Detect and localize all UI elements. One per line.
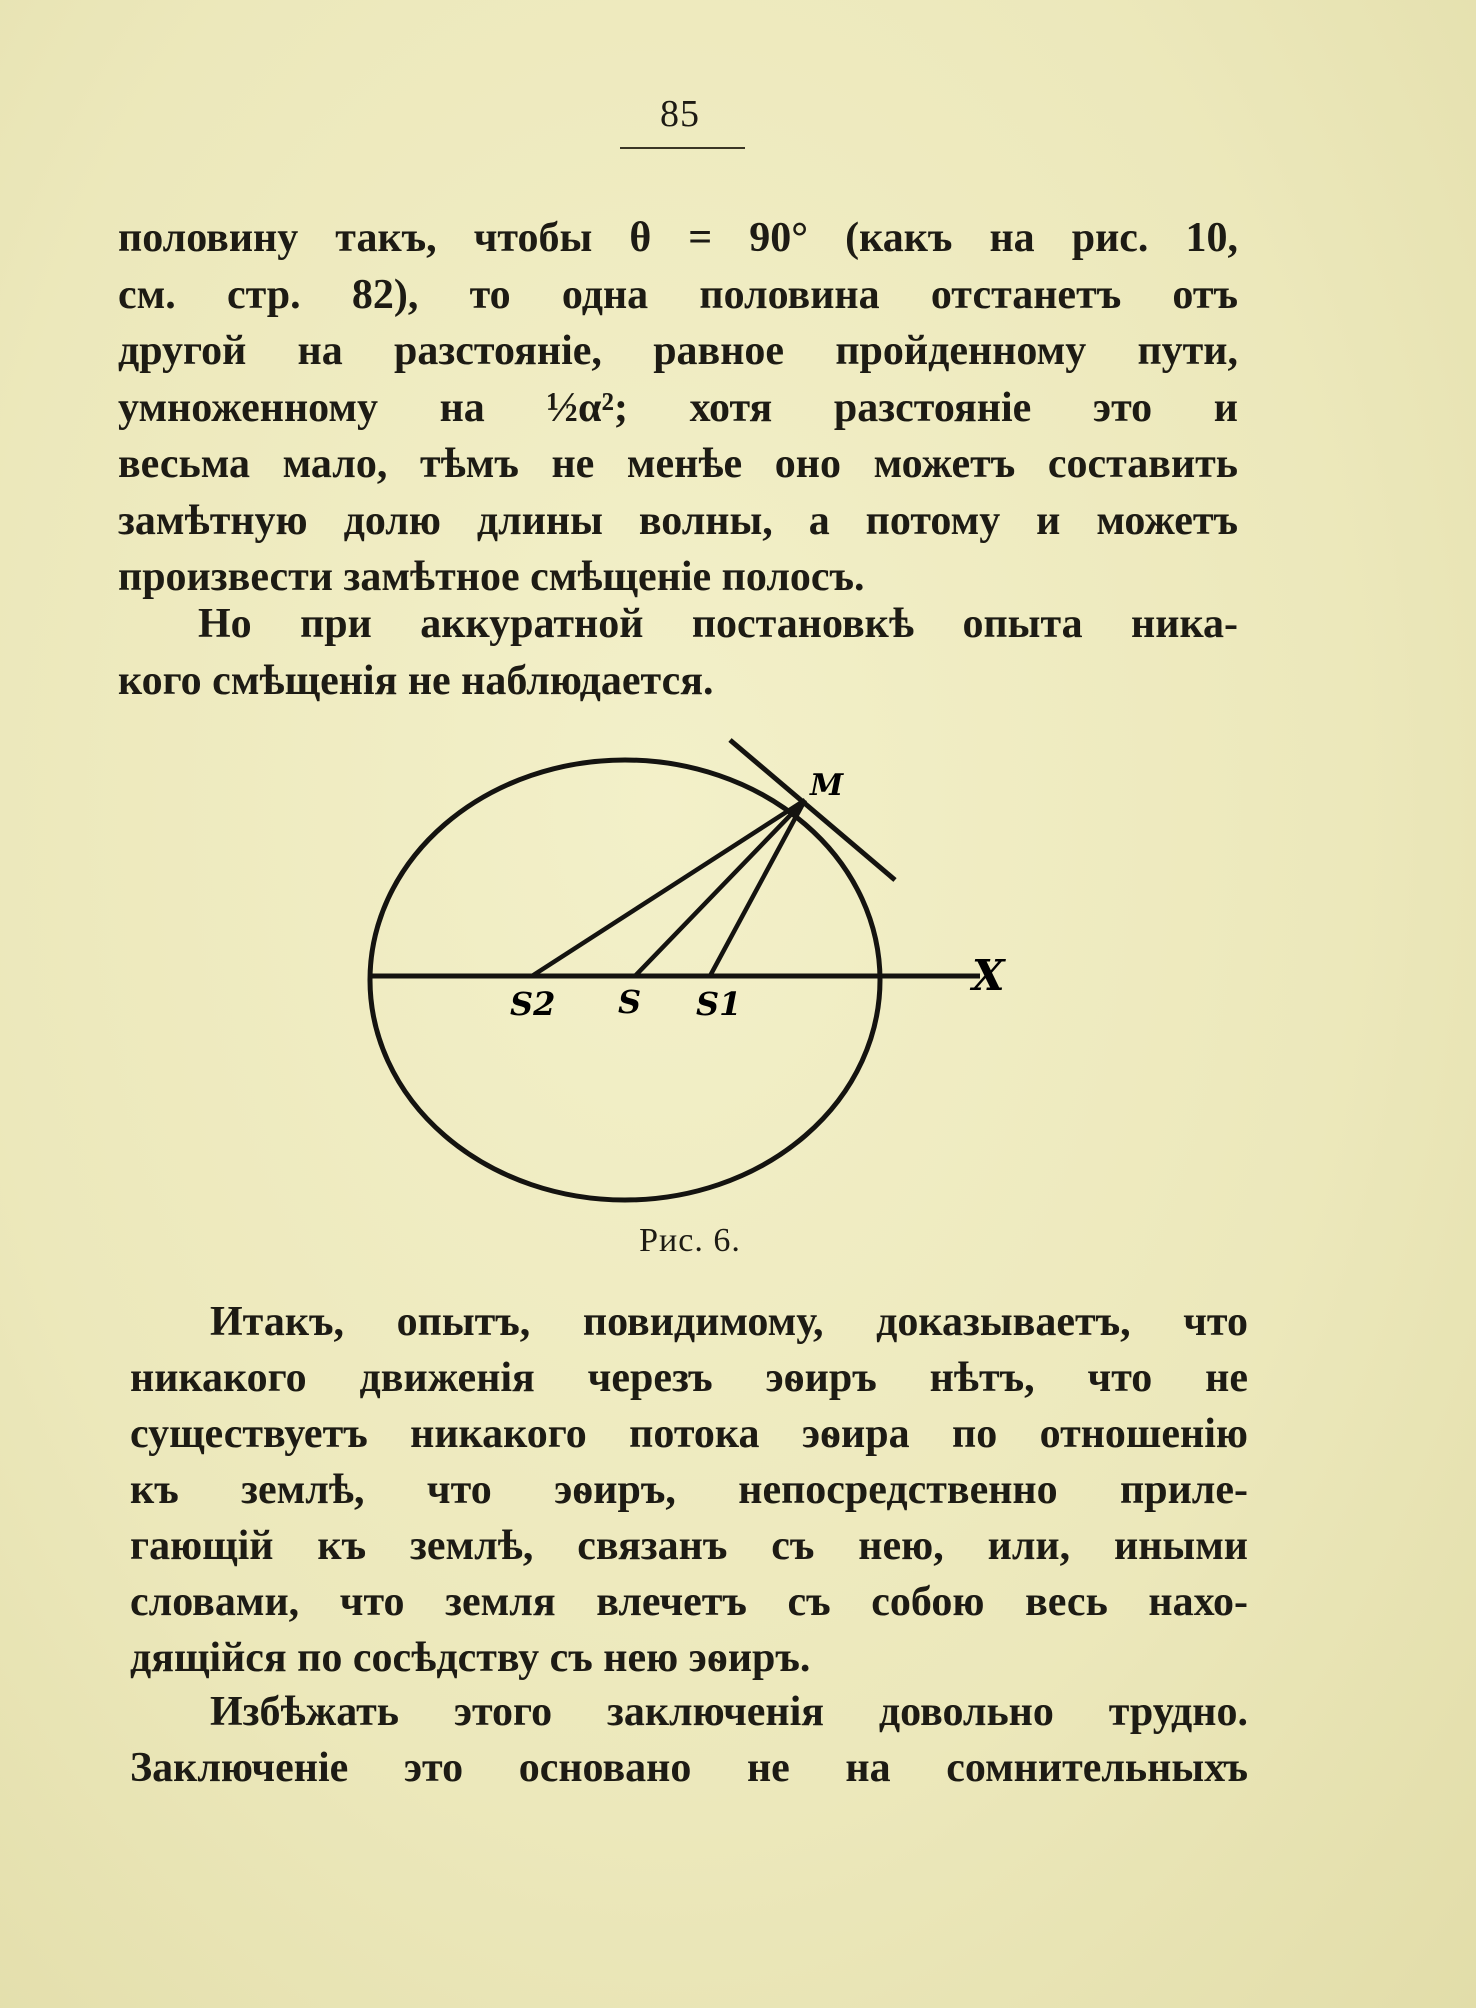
text-line: другой на разстояніе, равное пройденному пути, <box>118 328 1238 374</box>
text-line: половину такъ, чтобы θ = 90° (какъ на рис. 10, <box>118 215 1238 261</box>
paragraph-1 <box>118 210 1238 606</box>
label-s: S <box>618 983 642 1021</box>
text-line: замѣтную долю длины волны, а потому и можетъ <box>118 497 1238 544</box>
text-line: кого смѣщенія не наблюдается. <box>118 657 714 704</box>
paragraph-4 <box>130 1684 1248 1796</box>
text-line: никакого движенія черезъ эѳиръ нѣтъ, что не <box>130 1355 1248 1401</box>
label-s1: S1 <box>696 985 742 1023</box>
text-line: весьма мало, тѣмъ не менѣе оно можетъ составить <box>118 441 1238 487</box>
label-m: M <box>810 768 844 803</box>
circle-path <box>370 760 880 1200</box>
text-line: гающій къ землѣ, связанъ съ нею, или, иными <box>130 1523 1248 1569</box>
ray-s1-m <box>710 800 805 976</box>
label-s2: S2 <box>510 985 556 1023</box>
text-line: Но при аккуратной постановкѣ опыта ника- <box>198 601 1238 647</box>
text-line: умноженному на ½α²; хотя разстояніе это и <box>118 384 1238 431</box>
text-line: Избѣжать этого заключенія довольно трудно. <box>210 1689 1248 1735</box>
ray-s2-m <box>532 800 805 976</box>
text-line: дящійся по сосѣдству съ нею эѳиръ. <box>130 1635 811 1681</box>
label-x: X <box>972 951 1005 1000</box>
text-line: къ землѣ, что эѳиръ, непосредственно приле- <box>130 1467 1248 1513</box>
text-line: произвести замѣтное смѣщеніе полосъ. <box>118 554 865 600</box>
text-line: см. стр. 82), то одна половина отстанетъ отъ <box>118 271 1238 318</box>
page-number: 85 <box>660 93 700 135</box>
text-line: словами, что земля влечетъ съ собою весь нахо- <box>130 1579 1248 1625</box>
tangent-line <box>730 740 895 880</box>
paragraph-3 <box>130 1294 1248 1686</box>
ray-s-m <box>635 800 805 976</box>
text-line: существуетъ никакого потока эѳира по отношенію <box>130 1411 1248 1457</box>
header-rule <box>620 147 745 149</box>
figure-6-diagram <box>360 730 1020 1210</box>
figure-caption: Рис. 6. <box>639 1222 741 1259</box>
paragraph-2 <box>118 596 1238 709</box>
text-line: Итакъ, опытъ, повидимому, доказываетъ, что <box>210 1299 1248 1345</box>
text-line: Заключеніе это основано не на сомнительныхъ <box>130 1745 1248 1791</box>
